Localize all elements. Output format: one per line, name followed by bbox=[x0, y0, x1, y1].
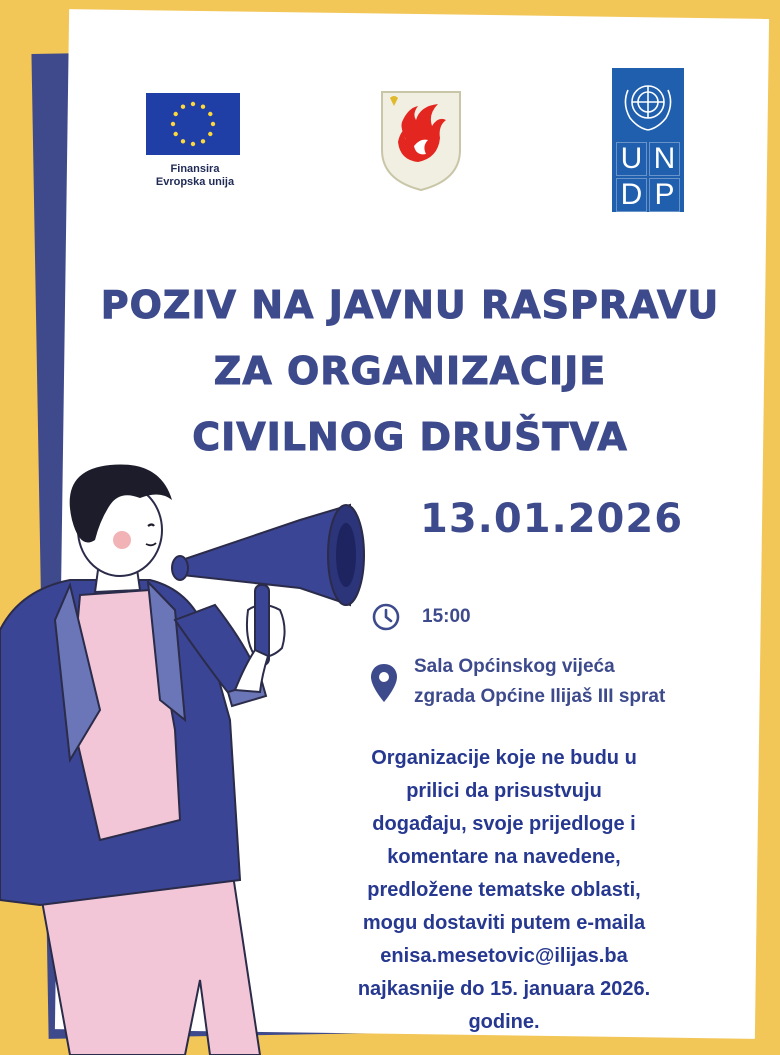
eu-caption bbox=[140, 163, 250, 189]
event-date: 13.01.2026 bbox=[420, 496, 684, 542]
event-location bbox=[414, 652, 665, 712]
info-line: Organizacije koje ne budu u bbox=[371, 747, 637, 769]
event-time: 15:00 bbox=[422, 606, 471, 627]
un-emblem-icon bbox=[612, 68, 684, 140]
info-email: enisa.mesetovic@ilijas.ba bbox=[380, 945, 628, 967]
title-line-3: CIVILNOG DRUŠTVA bbox=[192, 415, 628, 459]
eu-caption-line1: Finansira bbox=[170, 163, 220, 175]
info-line: godine. bbox=[468, 1011, 540, 1033]
municipality-crest-logo bbox=[378, 88, 464, 192]
eu-flag-logo bbox=[146, 93, 240, 155]
undp-letter: P bbox=[649, 178, 680, 212]
event-time-row bbox=[370, 600, 471, 634]
info-line: mogu dostaviti putem e-maila bbox=[362, 912, 646, 934]
info-line: najkasnije do 15. januara 2026. bbox=[357, 978, 651, 1000]
undp-letter: U bbox=[616, 142, 647, 176]
info-line: prilici da prisustvuju bbox=[406, 780, 602, 802]
location-line-2: zgrada Općine Ilijaš III sprat bbox=[414, 686, 666, 707]
event-location-row bbox=[368, 652, 665, 712]
undp-letters bbox=[616, 142, 680, 211]
eu-caption-line2: Evropska unija bbox=[155, 176, 235, 188]
title-line-2: ZA ORGANIZACIJE bbox=[213, 349, 607, 393]
info-line: predložene tematske oblasti, bbox=[367, 879, 641, 901]
undp-letter: D bbox=[616, 178, 647, 212]
location-line-1: Sala Općinskog vijeća bbox=[414, 656, 615, 677]
title-line-1: POZIV NA JAVNU RASPRAVU bbox=[100, 283, 720, 327]
poster-title bbox=[60, 272, 760, 470]
info-line: komentare na navedene, bbox=[387, 846, 621, 868]
info-line: događaju, svoje prijedloge i bbox=[372, 813, 636, 835]
undp-logo bbox=[612, 68, 684, 212]
person-with-megaphone-illustration bbox=[0, 460, 380, 1055]
undp-letter: N bbox=[649, 142, 680, 176]
